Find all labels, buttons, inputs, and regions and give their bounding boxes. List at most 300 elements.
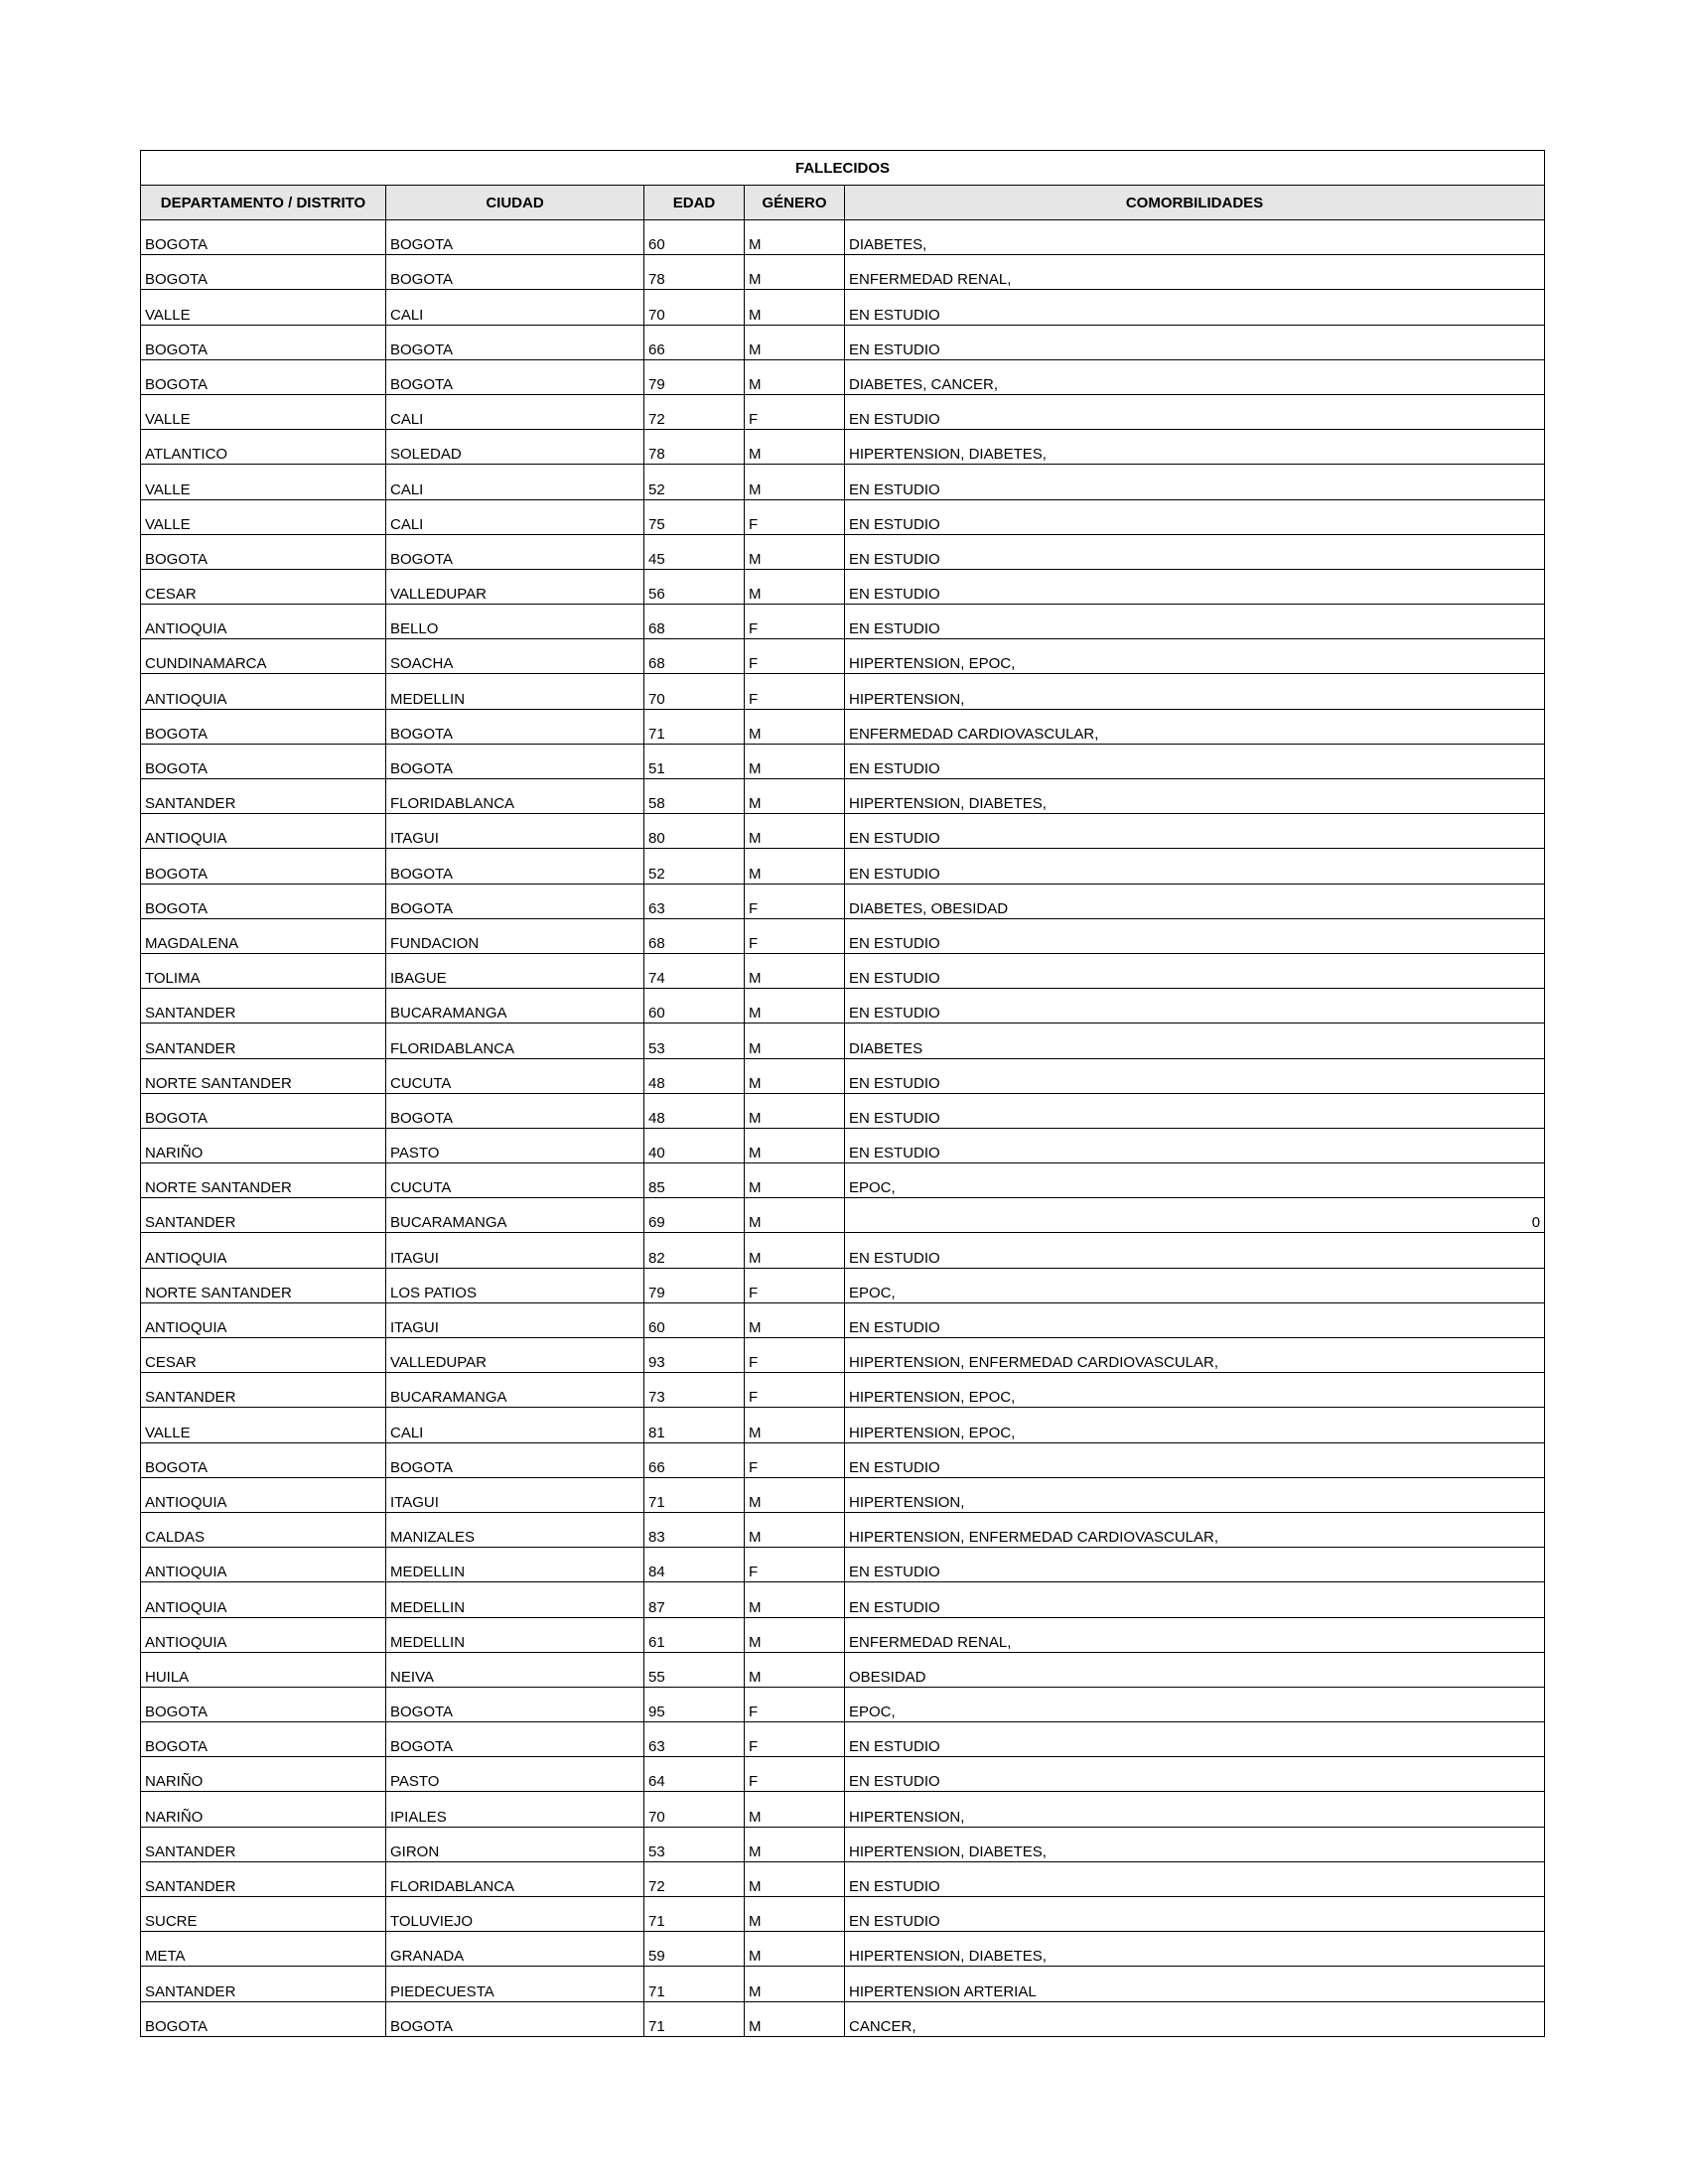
- cell-departamento: VALLE: [141, 465, 386, 499]
- cell-ciudad: BUCARAMANGA: [386, 989, 644, 1024]
- cell-edad: 69: [644, 1198, 745, 1233]
- cell-edad: 74: [644, 953, 745, 988]
- cell-genero: M: [745, 1198, 845, 1233]
- table-row: [141, 569, 1545, 604]
- cell-comorbilidades: DIABETES,: [845, 220, 1545, 255]
- cell-genero: M: [745, 744, 845, 778]
- table-row: [141, 1302, 1545, 1337]
- cell-departamento: META: [141, 1932, 386, 1967]
- cell-departamento: VALLE: [141, 394, 386, 429]
- cell-departamento: NORTE SANTANDER: [141, 1163, 386, 1198]
- table-row: [141, 989, 1545, 1024]
- fallecidos-table: [140, 150, 1545, 2037]
- cell-edad: 78: [644, 430, 745, 465]
- cell-edad: 52: [644, 465, 745, 499]
- cell-departamento: ANTIOQUIA: [141, 674, 386, 709]
- cell-ciudad: CALI: [386, 499, 644, 534]
- cell-ciudad: PASTO: [386, 1757, 644, 1792]
- cell-comorbilidades: EPOC,: [845, 1687, 1545, 1721]
- cell-departamento: HUILA: [141, 1652, 386, 1687]
- cell-comorbilidades: HIPERTENSION,: [845, 674, 1545, 709]
- cell-departamento: SANTANDER: [141, 779, 386, 814]
- cell-departamento: BOGOTA: [141, 1687, 386, 1721]
- table-row: [141, 953, 1545, 988]
- cell-ciudad: BOGOTA: [386, 255, 644, 290]
- cell-comorbilidades: EN ESTUDIO: [845, 1442, 1545, 1477]
- cell-departamento: TOLIMA: [141, 953, 386, 988]
- cell-genero: M: [745, 1233, 845, 1268]
- cell-ciudad: BOGOTA: [386, 1687, 644, 1721]
- cell-genero: M: [745, 1582, 845, 1617]
- cell-ciudad: FLORIDABLANCA: [386, 1861, 644, 1896]
- cell-ciudad: BOGOTA: [386, 2001, 644, 2036]
- cell-comorbilidades: EN ESTUDIO: [845, 394, 1545, 429]
- cell-genero: M: [745, 465, 845, 499]
- table-row: [141, 1163, 1545, 1198]
- cell-genero: M: [745, 1617, 845, 1652]
- cell-departamento: BOGOTA: [141, 220, 386, 255]
- cell-edad: 60: [644, 1302, 745, 1337]
- cell-edad: 72: [644, 394, 745, 429]
- table-row: [141, 1582, 1545, 1617]
- cell-comorbilidades: EN ESTUDIO: [845, 1093, 1545, 1128]
- cell-genero: F: [745, 639, 845, 674]
- cell-edad: 85: [644, 1163, 745, 1198]
- cell-comorbilidades: EN ESTUDIO: [845, 1548, 1545, 1582]
- cell-comorbilidades: HIPERTENSION, DIABETES,: [845, 430, 1545, 465]
- table-row: [141, 1093, 1545, 1128]
- cell-comorbilidades: OBESIDAD: [845, 1652, 1545, 1687]
- cell-departamento: NORTE SANTANDER: [141, 1268, 386, 1302]
- cell-comorbilidades: HIPERTENSION, ENFERMEDAD CARDIOVASCULAR,: [845, 1338, 1545, 1373]
- cell-edad: 66: [644, 325, 745, 359]
- cell-comorbilidades: EN ESTUDIO: [845, 465, 1545, 499]
- cell-genero: M: [745, 1408, 845, 1442]
- table-row: [141, 1757, 1545, 1792]
- table-row: [141, 499, 1545, 534]
- cell-departamento: BOGOTA: [141, 359, 386, 394]
- cell-ciudad: NEIVA: [386, 1652, 644, 1687]
- cell-comorbilidades: EN ESTUDIO: [845, 1302, 1545, 1337]
- cell-edad: 84: [644, 1548, 745, 1582]
- table-row: [141, 1548, 1545, 1582]
- cell-departamento: ANTIOQUIA: [141, 605, 386, 639]
- cell-edad: 83: [644, 1512, 745, 1547]
- cell-edad: 72: [644, 1861, 745, 1896]
- cell-genero: M: [745, 220, 845, 255]
- cell-comorbilidades: CANCER,: [845, 2001, 1545, 2036]
- cell-comorbilidades: 0: [845, 1198, 1545, 1233]
- cell-comorbilidades: DIABETES, OBESIDAD: [845, 884, 1545, 918]
- cell-edad: 95: [644, 1687, 745, 1721]
- cell-departamento: ANTIOQUIA: [141, 1477, 386, 1512]
- cell-genero: M: [745, 1967, 845, 2001]
- cell-edad: 70: [644, 674, 745, 709]
- cell-edad: 66: [644, 1442, 745, 1477]
- table-row: [141, 359, 1545, 394]
- table-row: [141, 1198, 1545, 1233]
- cell-genero: M: [745, 1163, 845, 1198]
- cell-genero: M: [745, 2001, 845, 2036]
- cell-departamento: SANTANDER: [141, 1024, 386, 1058]
- cell-comorbilidades: EN ESTUDIO: [845, 605, 1545, 639]
- table-row: [141, 1442, 1545, 1477]
- cell-edad: 80: [644, 814, 745, 849]
- cell-edad: 73: [644, 1373, 745, 1408]
- cell-edad: 55: [644, 1652, 745, 1687]
- cell-departamento: SANTANDER: [141, 1967, 386, 2001]
- cell-edad: 63: [644, 1722, 745, 1757]
- cell-ciudad: LOS PATIOS: [386, 1268, 644, 1302]
- cell-ciudad: CALI: [386, 465, 644, 499]
- cell-comorbilidades: HIPERTENSION, DIABETES,: [845, 1827, 1545, 1861]
- cell-comorbilidades: EN ESTUDIO: [845, 1233, 1545, 1268]
- cell-comorbilidades: EN ESTUDIO: [845, 499, 1545, 534]
- cell-departamento: NORTE SANTANDER: [141, 1058, 386, 1093]
- cell-edad: 71: [644, 1897, 745, 1932]
- cell-genero: M: [745, 255, 845, 290]
- table-row: [141, 605, 1545, 639]
- table-row: [141, 2001, 1545, 2036]
- cell-ciudad: BOGOTA: [386, 534, 644, 569]
- cell-departamento: CUNDINAMARCA: [141, 639, 386, 674]
- cell-ciudad: BUCARAMANGA: [386, 1373, 644, 1408]
- cell-edad: 63: [644, 884, 745, 918]
- cell-departamento: CESAR: [141, 1338, 386, 1373]
- cell-ciudad: CALI: [386, 1408, 644, 1442]
- cell-genero: F: [745, 1687, 845, 1721]
- cell-ciudad: FLORIDABLANCA: [386, 779, 644, 814]
- cell-comorbilidades: HIPERTENSION, EPOC,: [845, 1373, 1545, 1408]
- table-row: [141, 290, 1545, 325]
- cell-ciudad: CALI: [386, 394, 644, 429]
- cell-ciudad: PASTO: [386, 1128, 644, 1162]
- cell-genero: M: [745, 569, 845, 604]
- cell-genero: M: [745, 1897, 845, 1932]
- cell-departamento: ANTIOQUIA: [141, 1582, 386, 1617]
- cell-ciudad: ITAGUI: [386, 814, 644, 849]
- cell-ciudad: GRANADA: [386, 1932, 644, 1967]
- table-row: [141, 1233, 1545, 1268]
- cell-comorbilidades: EN ESTUDIO: [845, 1582, 1545, 1617]
- table-row: [141, 1861, 1545, 1896]
- cell-genero: F: [745, 1373, 845, 1408]
- cell-ciudad: VALLEDUPAR: [386, 1338, 644, 1373]
- cell-ciudad: BOGOTA: [386, 709, 644, 744]
- cell-departamento: VALLE: [141, 290, 386, 325]
- cell-departamento: SANTANDER: [141, 989, 386, 1024]
- cell-ciudad: FLORIDABLANCA: [386, 1024, 644, 1058]
- cell-ciudad: BOGOTA: [386, 1722, 644, 1757]
- cell-genero: M: [745, 1477, 845, 1512]
- cell-comorbilidades: EN ESTUDIO: [845, 1757, 1545, 1792]
- cell-comorbilidades: EN ESTUDIO: [845, 849, 1545, 884]
- table-row: [141, 1512, 1545, 1547]
- cell-edad: 75: [644, 499, 745, 534]
- cell-departamento: BOGOTA: [141, 1093, 386, 1128]
- cell-departamento: BOGOTA: [141, 744, 386, 778]
- cell-ciudad: MEDELLIN: [386, 1548, 644, 1582]
- cell-comorbilidades: EN ESTUDIO: [845, 953, 1545, 988]
- cell-ciudad: ITAGUI: [386, 1233, 644, 1268]
- table-row: [141, 325, 1545, 359]
- table-row: [141, 1128, 1545, 1162]
- table-row: [141, 1408, 1545, 1442]
- cell-genero: M: [745, 1302, 845, 1337]
- table-row: [141, 430, 1545, 465]
- cell-genero: M: [745, 534, 845, 569]
- cell-edad: 71: [644, 2001, 745, 2036]
- cell-genero: M: [745, 989, 845, 1024]
- cell-comorbilidades: EN ESTUDIO: [845, 325, 1545, 359]
- cell-comorbilidades: EN ESTUDIO: [845, 1897, 1545, 1932]
- cell-comorbilidades: EN ESTUDIO: [845, 569, 1545, 604]
- cell-departamento: BOGOTA: [141, 534, 386, 569]
- table-row: [141, 814, 1545, 849]
- table-row: [141, 465, 1545, 499]
- cell-edad: 78: [644, 255, 745, 290]
- cell-edad: 61: [644, 1617, 745, 1652]
- cell-genero: F: [745, 884, 845, 918]
- cell-edad: 40: [644, 1128, 745, 1162]
- cell-ciudad: IPIALES: [386, 1792, 644, 1827]
- table-row: [141, 1058, 1545, 1093]
- cell-departamento: SANTANDER: [141, 1373, 386, 1408]
- cell-edad: 60: [644, 989, 745, 1024]
- cell-edad: 79: [644, 359, 745, 394]
- cell-comorbilidades: ENFERMEDAD RENAL,: [845, 1617, 1545, 1652]
- cell-comorbilidades: EN ESTUDIO: [845, 1128, 1545, 1162]
- cell-departamento: VALLE: [141, 1408, 386, 1442]
- cell-comorbilidades: ENFERMEDAD RENAL,: [845, 255, 1545, 290]
- cell-ciudad: BOGOTA: [386, 884, 644, 918]
- cell-edad: 93: [644, 1338, 745, 1373]
- cell-genero: M: [745, 290, 845, 325]
- cell-ciudad: BOGOTA: [386, 1093, 644, 1128]
- cell-genero: F: [745, 674, 845, 709]
- cell-genero: M: [745, 1792, 845, 1827]
- cell-comorbilidades: EPOC,: [845, 1268, 1545, 1302]
- cell-comorbilidades: EN ESTUDIO: [845, 744, 1545, 778]
- header-edad: EDAD: [644, 186, 745, 220]
- cell-departamento: BOGOTA: [141, 884, 386, 918]
- table-header-row: [141, 186, 1545, 220]
- cell-edad: 71: [644, 709, 745, 744]
- table-row: [141, 255, 1545, 290]
- cell-ciudad: MEDELLIN: [386, 1582, 644, 1617]
- table-row: [141, 709, 1545, 744]
- cell-ciudad: IBAGUE: [386, 953, 644, 988]
- cell-comorbilidades: HIPERTENSION, EPOC,: [845, 639, 1545, 674]
- cell-comorbilidades: HIPERTENSION,: [845, 1792, 1545, 1827]
- cell-comorbilidades: HIPERTENSION ARTERIAL: [845, 1967, 1545, 2001]
- cell-edad: 58: [644, 779, 745, 814]
- table-row: [141, 1477, 1545, 1512]
- cell-edad: 70: [644, 1792, 745, 1827]
- cell-edad: 53: [644, 1827, 745, 1861]
- cell-edad: 81: [644, 1408, 745, 1442]
- cell-edad: 68: [644, 605, 745, 639]
- cell-edad: 53: [644, 1024, 745, 1058]
- table-body: [141, 220, 1545, 2037]
- cell-genero: F: [745, 1442, 845, 1477]
- cell-comorbilidades: HIPERTENSION, EPOC,: [845, 1408, 1545, 1442]
- cell-ciudad: FUNDACION: [386, 918, 644, 953]
- cell-ciudad: SOACHA: [386, 639, 644, 674]
- cell-genero: F: [745, 1757, 845, 1792]
- cell-genero: F: [745, 1338, 845, 1373]
- cell-genero: M: [745, 849, 845, 884]
- cell-genero: M: [745, 1512, 845, 1547]
- table-row: [141, 1024, 1545, 1058]
- cell-comorbilidades: HIPERTENSION, DIABETES,: [845, 779, 1545, 814]
- cell-departamento: SANTANDER: [141, 1827, 386, 1861]
- cell-genero: F: [745, 605, 845, 639]
- table-row: [141, 1722, 1545, 1757]
- cell-ciudad: BOGOTA: [386, 325, 644, 359]
- cell-departamento: BOGOTA: [141, 849, 386, 884]
- table-row: [141, 1967, 1545, 2001]
- cell-comorbilidades: HIPERTENSION,: [845, 1477, 1545, 1512]
- cell-genero: M: [745, 779, 845, 814]
- cell-ciudad: BOGOTA: [386, 849, 644, 884]
- cell-edad: 52: [644, 849, 745, 884]
- table-title: FALLECIDOS: [141, 151, 1545, 186]
- cell-comorbilidades: ENFERMEDAD CARDIOVASCULAR,: [845, 709, 1545, 744]
- cell-ciudad: BOGOTA: [386, 220, 644, 255]
- cell-edad: 68: [644, 918, 745, 953]
- cell-departamento: SANTANDER: [141, 1198, 386, 1233]
- cell-ciudad: VALLEDUPAR: [386, 569, 644, 604]
- table-row: [141, 394, 1545, 429]
- cell-genero: M: [745, 1024, 845, 1058]
- cell-genero: M: [745, 709, 845, 744]
- table-row: [141, 1652, 1545, 1687]
- table-row: [141, 534, 1545, 569]
- cell-departamento: NARIÑO: [141, 1757, 386, 1792]
- cell-comorbilidades: EN ESTUDIO: [845, 1058, 1545, 1093]
- cell-departamento: ANTIOQUIA: [141, 1548, 386, 1582]
- cell-genero: M: [745, 1932, 845, 1967]
- cell-comorbilidades: EPOC,: [845, 1163, 1545, 1198]
- cell-edad: 64: [644, 1757, 745, 1792]
- table-row: [141, 1268, 1545, 1302]
- cell-genero: F: [745, 499, 845, 534]
- cell-departamento: NARIÑO: [141, 1128, 386, 1162]
- cell-edad: 45: [644, 534, 745, 569]
- cell-comorbilidades: EN ESTUDIO: [845, 1722, 1545, 1757]
- cell-edad: 68: [644, 639, 745, 674]
- cell-comorbilidades: EN ESTUDIO: [845, 989, 1545, 1024]
- table-title-row: [141, 151, 1545, 186]
- cell-genero: M: [745, 953, 845, 988]
- cell-departamento: VALLE: [141, 499, 386, 534]
- cell-departamento: MAGDALENA: [141, 918, 386, 953]
- cell-genero: M: [745, 1652, 845, 1687]
- cell-departamento: ANTIOQUIA: [141, 1302, 386, 1337]
- cell-departamento: ANTIOQUIA: [141, 814, 386, 849]
- cell-ciudad: SOLEDAD: [386, 430, 644, 465]
- table-row: [141, 674, 1545, 709]
- cell-edad: 79: [644, 1268, 745, 1302]
- cell-ciudad: MEDELLIN: [386, 1617, 644, 1652]
- table-row: [141, 1373, 1545, 1408]
- cell-departamento: CALDAS: [141, 1512, 386, 1547]
- cell-edad: 82: [644, 1233, 745, 1268]
- cell-edad: 87: [644, 1582, 745, 1617]
- cell-ciudad: ITAGUI: [386, 1477, 644, 1512]
- cell-departamento: BOGOTA: [141, 1722, 386, 1757]
- cell-edad: 56: [644, 569, 745, 604]
- cell-ciudad: MEDELLIN: [386, 674, 644, 709]
- cell-comorbilidades: EN ESTUDIO: [845, 1861, 1545, 1896]
- cell-comorbilidades: DIABETES: [845, 1024, 1545, 1058]
- cell-genero: M: [745, 1093, 845, 1128]
- cell-ciudad: CALI: [386, 290, 644, 325]
- table-row: [141, 918, 1545, 953]
- cell-genero: M: [745, 359, 845, 394]
- cell-comorbilidades: EN ESTUDIO: [845, 290, 1545, 325]
- cell-genero: M: [745, 325, 845, 359]
- table-row: [141, 1687, 1545, 1721]
- cell-genero: M: [745, 1128, 845, 1162]
- cell-comorbilidades: EN ESTUDIO: [845, 534, 1545, 569]
- table-row: [141, 744, 1545, 778]
- cell-genero: F: [745, 918, 845, 953]
- cell-comorbilidades: HIPERTENSION, DIABETES,: [845, 1932, 1545, 1967]
- header-genero: GÉNERO: [745, 186, 845, 220]
- cell-ciudad: BELLO: [386, 605, 644, 639]
- cell-edad: 71: [644, 1967, 745, 2001]
- cell-departamento: ATLANTICO: [141, 430, 386, 465]
- cell-departamento: SUCRE: [141, 1897, 386, 1932]
- cell-comorbilidades: EN ESTUDIO: [845, 918, 1545, 953]
- table-row: [141, 1792, 1545, 1827]
- cell-genero: F: [745, 394, 845, 429]
- table-row: [141, 639, 1545, 674]
- cell-genero: M: [745, 430, 845, 465]
- cell-edad: 48: [644, 1058, 745, 1093]
- cell-ciudad: BUCARAMANGA: [386, 1198, 644, 1233]
- cell-edad: 60: [644, 220, 745, 255]
- table-row: [141, 1338, 1545, 1373]
- cell-departamento: BOGOTA: [141, 709, 386, 744]
- cell-ciudad: CUCUTA: [386, 1058, 644, 1093]
- cell-genero: F: [745, 1548, 845, 1582]
- cell-ciudad: ITAGUI: [386, 1302, 644, 1337]
- table-row: [141, 779, 1545, 814]
- cell-ciudad: BOGOTA: [386, 359, 644, 394]
- cell-departamento: ANTIOQUIA: [141, 1233, 386, 1268]
- cell-ciudad: GIRON: [386, 1827, 644, 1861]
- table-row: [141, 884, 1545, 918]
- cell-genero: F: [745, 1268, 845, 1302]
- cell-departamento: CESAR: [141, 569, 386, 604]
- cell-departamento: BOGOTA: [141, 325, 386, 359]
- header-ciudad: CIUDAD: [386, 186, 644, 220]
- table-row: [141, 849, 1545, 884]
- header-departamento: DEPARTAMENTO / DISTRITO: [141, 186, 386, 220]
- header-comorbilidades: COMORBILIDADES: [845, 186, 1545, 220]
- table-row: [141, 1897, 1545, 1932]
- cell-genero: M: [745, 1827, 845, 1861]
- cell-genero: M: [745, 814, 845, 849]
- table-row: [141, 1932, 1545, 1967]
- cell-edad: 70: [644, 290, 745, 325]
- cell-genero: M: [745, 1861, 845, 1896]
- cell-departamento: NARIÑO: [141, 1792, 386, 1827]
- cell-edad: 71: [644, 1477, 745, 1512]
